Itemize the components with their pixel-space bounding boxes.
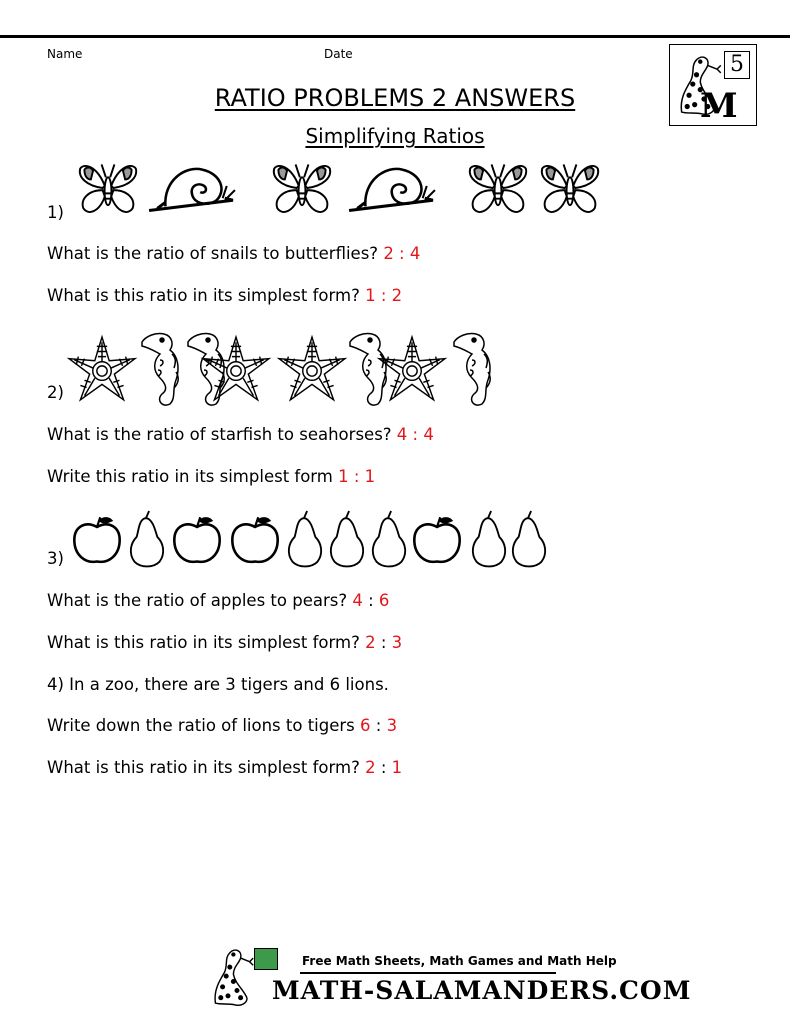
answer-first: 6 <box>360 716 371 735</box>
question-2-line-1 <box>47 425 434 444</box>
page-title: RATIO PROBLEMS 2 ANSWERS <box>214 84 576 112</box>
starfish-icon <box>66 334 138 406</box>
pear-icon <box>126 510 168 568</box>
question-4-line-2 <box>47 758 402 777</box>
answer: 2 : 4 <box>383 244 421 263</box>
question-4-statement: 4) In a zoo, there are 3 tigers and 6 lions. <box>47 675 389 694</box>
answer-separator: : <box>375 633 392 652</box>
page-subtitle: Simplifying Ratios <box>305 124 485 148</box>
starfish-icon <box>276 334 348 406</box>
question-text: What is this ratio in its simplest form? <box>47 633 360 652</box>
answer-first: 2 <box>365 633 376 652</box>
apple-icon <box>170 514 224 568</box>
question-1-line-1 <box>47 244 420 263</box>
starfish-icon <box>376 334 448 406</box>
question-text: What is this ratio in its simplest form? <box>47 286 360 305</box>
footer-tagline: Free Math Sheets, Math Games and Math Help <box>302 954 617 968</box>
grade-number: 5 <box>724 51 750 79</box>
footer-divider <box>300 972 556 974</box>
answer-second: 6 <box>378 591 390 610</box>
answer-separator: : <box>362 591 379 610</box>
apple-icon <box>410 514 464 568</box>
answer: 4 : 4 <box>396 425 434 444</box>
butterfly-icon <box>75 158 141 218</box>
question-1-number: 1) <box>47 203 64 222</box>
answer-first: 4 <box>352 591 363 610</box>
pear-icon <box>468 510 510 568</box>
apple-icon <box>70 514 124 568</box>
top-rule <box>0 35 790 38</box>
answer-second: 3 <box>391 633 403 652</box>
footer-logo <box>210 944 692 1010</box>
answer: 1 : 1 <box>338 467 376 486</box>
m-letter-icon: M <box>700 86 738 126</box>
pear-icon <box>368 510 410 568</box>
snail-icon <box>345 158 437 218</box>
butterfly-icon <box>465 158 531 218</box>
answer-second: 1 <box>391 758 403 777</box>
question-3-number: 3) <box>47 549 64 568</box>
butterfly-icon <box>269 158 335 218</box>
question-text: What is the ratio of apples to pears? <box>47 591 348 610</box>
question-text: What is the ratio of snails to butterflies? <box>47 244 379 263</box>
answer-first: 2 <box>365 758 376 777</box>
footer-site-url[interactable]: MATH-SALAMANDERS.COM <box>272 976 692 1005</box>
seahorse-icon <box>138 326 188 410</box>
question-3-line-1 <box>47 591 389 610</box>
name-label: Name <box>47 47 83 61</box>
seahorse-icon <box>450 326 500 410</box>
date-label: Date <box>324 47 353 61</box>
pear-icon <box>326 510 368 568</box>
answer-second: 3 <box>386 716 398 735</box>
snail-icon <box>145 158 237 218</box>
butterfly-icon <box>537 158 603 218</box>
pear-icon <box>284 510 326 568</box>
question-2-number: 2) <box>47 383 64 402</box>
question-text: What is the ratio of starfish to seahorses? <box>47 425 392 444</box>
question-text: Write down the ratio of lions to tigers <box>47 716 355 735</box>
apple-icon <box>228 514 282 568</box>
question-text: Write this ratio in its simplest form <box>47 467 333 486</box>
question-1-line-2 <box>47 286 402 305</box>
question-2-line-2 <box>47 467 375 486</box>
answer: 1 : 2 <box>365 286 403 305</box>
question-3-line-2 <box>47 633 402 652</box>
starfish-icon <box>200 334 272 406</box>
chalkboard-icon <box>254 948 278 970</box>
answer-separator: : <box>375 758 392 777</box>
question-text: What is this ratio in its simplest form? <box>47 758 360 777</box>
pear-icon <box>508 510 550 568</box>
question-4-line-1 <box>47 716 397 735</box>
answer-separator: : <box>370 716 387 735</box>
